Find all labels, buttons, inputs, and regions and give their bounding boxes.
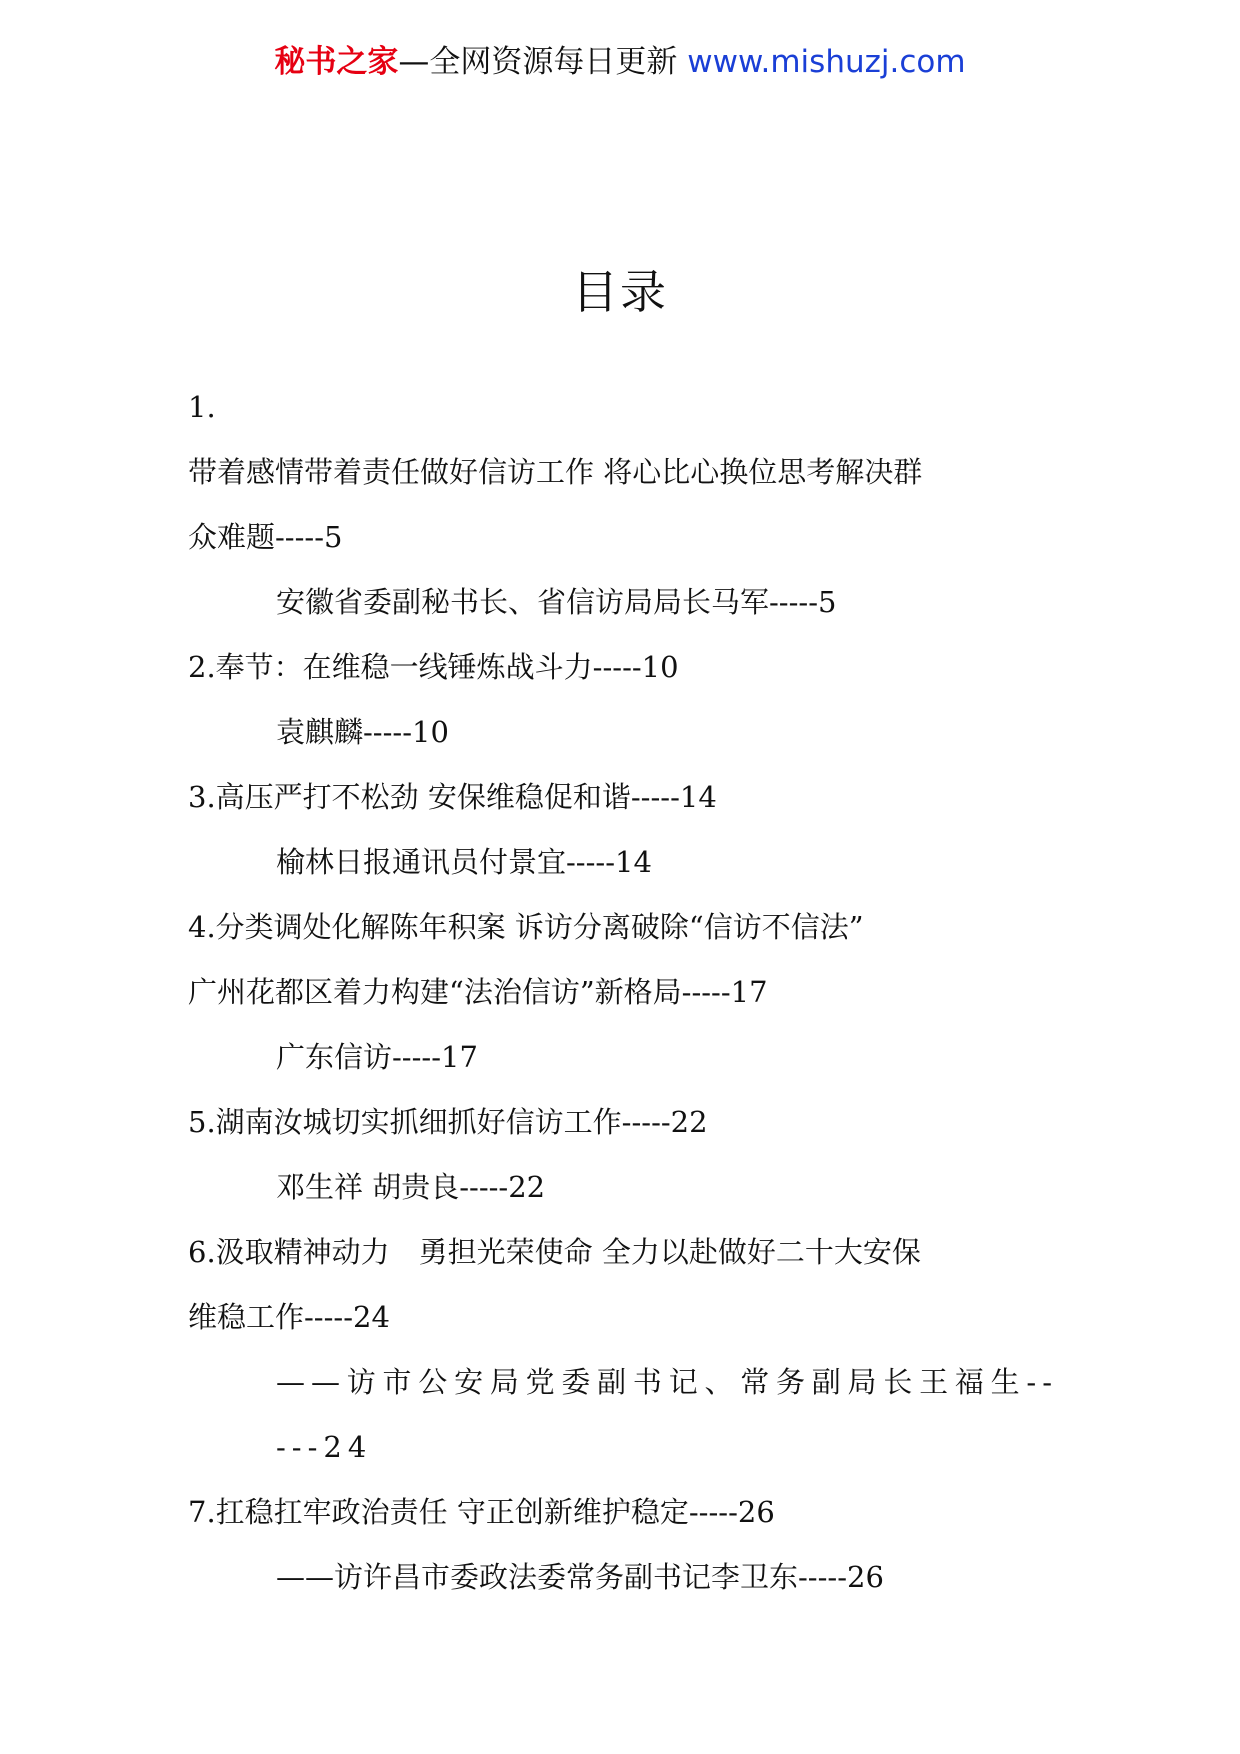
toc-item-7-author: ——访许昌市委政法委常务副书记李卫东-----26	[276, 1560, 884, 1594]
website-link[interactable]: www.mishuzj.com	[687, 44, 966, 80]
toc-item-1-title[interactable]: 带着感情带着责任做好信访工作 将心比心换位思考解决群	[188, 455, 923, 489]
toc-item-3-author: 榆林日报通讯员付景宜-----14	[276, 845, 652, 879]
toc-item-1-author: 安徽省委副秘书长、省信访局局长马军-----5	[276, 585, 837, 619]
toc-item-3-title[interactable]: 3.高压严打不松劲 安保维稳促和谐-----14	[188, 780, 717, 814]
toc-item-2-author: 袁麒麟-----10	[276, 715, 449, 749]
table-of-contents	[188, 375, 1058, 1610]
toc-item-1-title-cont[interactable]: 众难题-----5	[188, 520, 343, 554]
toc-item-7-title[interactable]: 7.扛稳扛牢政治责任 守正创新维护稳定-----26	[188, 1495, 775, 1529]
toc-item-6-author: ——访市公安局党委副书记、常务副局长王福生-----24	[276, 1365, 1058, 1464]
toc-item-5-author: 邓生祥 胡贵良-----22	[276, 1170, 546, 1204]
header-slogan: —全网资源每日更新	[398, 44, 678, 80]
toc-item-5-title[interactable]: 5.湖南汝城切实抓细抓好信访工作-----22	[188, 1105, 708, 1139]
toc-item-4-author: 广东信访-----17	[276, 1040, 478, 1074]
toc-item-1-number[interactable]: 1.	[188, 390, 216, 424]
page-title: 目录	[572, 265, 668, 319]
toc-item-6-title-cont[interactable]: 维稳工作-----24	[188, 1300, 390, 1334]
toc-item-6-title[interactable]: 6.汲取精神动力 勇担光荣使命 全力以赴做好二十大安保	[188, 1235, 921, 1269]
toc-item-2-title[interactable]: 2.奉节：在维稳一线锤炼战斗力-----10	[188, 650, 679, 684]
brand-name: 秘书之家	[274, 44, 399, 80]
site-header	[0, 42, 1240, 82]
toc-item-4-title[interactable]: 4.分类调处化解陈年积案 诉访分离破除“信访不信法”	[188, 910, 864, 944]
toc-item-4-title-cont[interactable]: 广州花都区着力构建“法治信访”新格局-----17	[188, 975, 768, 1009]
